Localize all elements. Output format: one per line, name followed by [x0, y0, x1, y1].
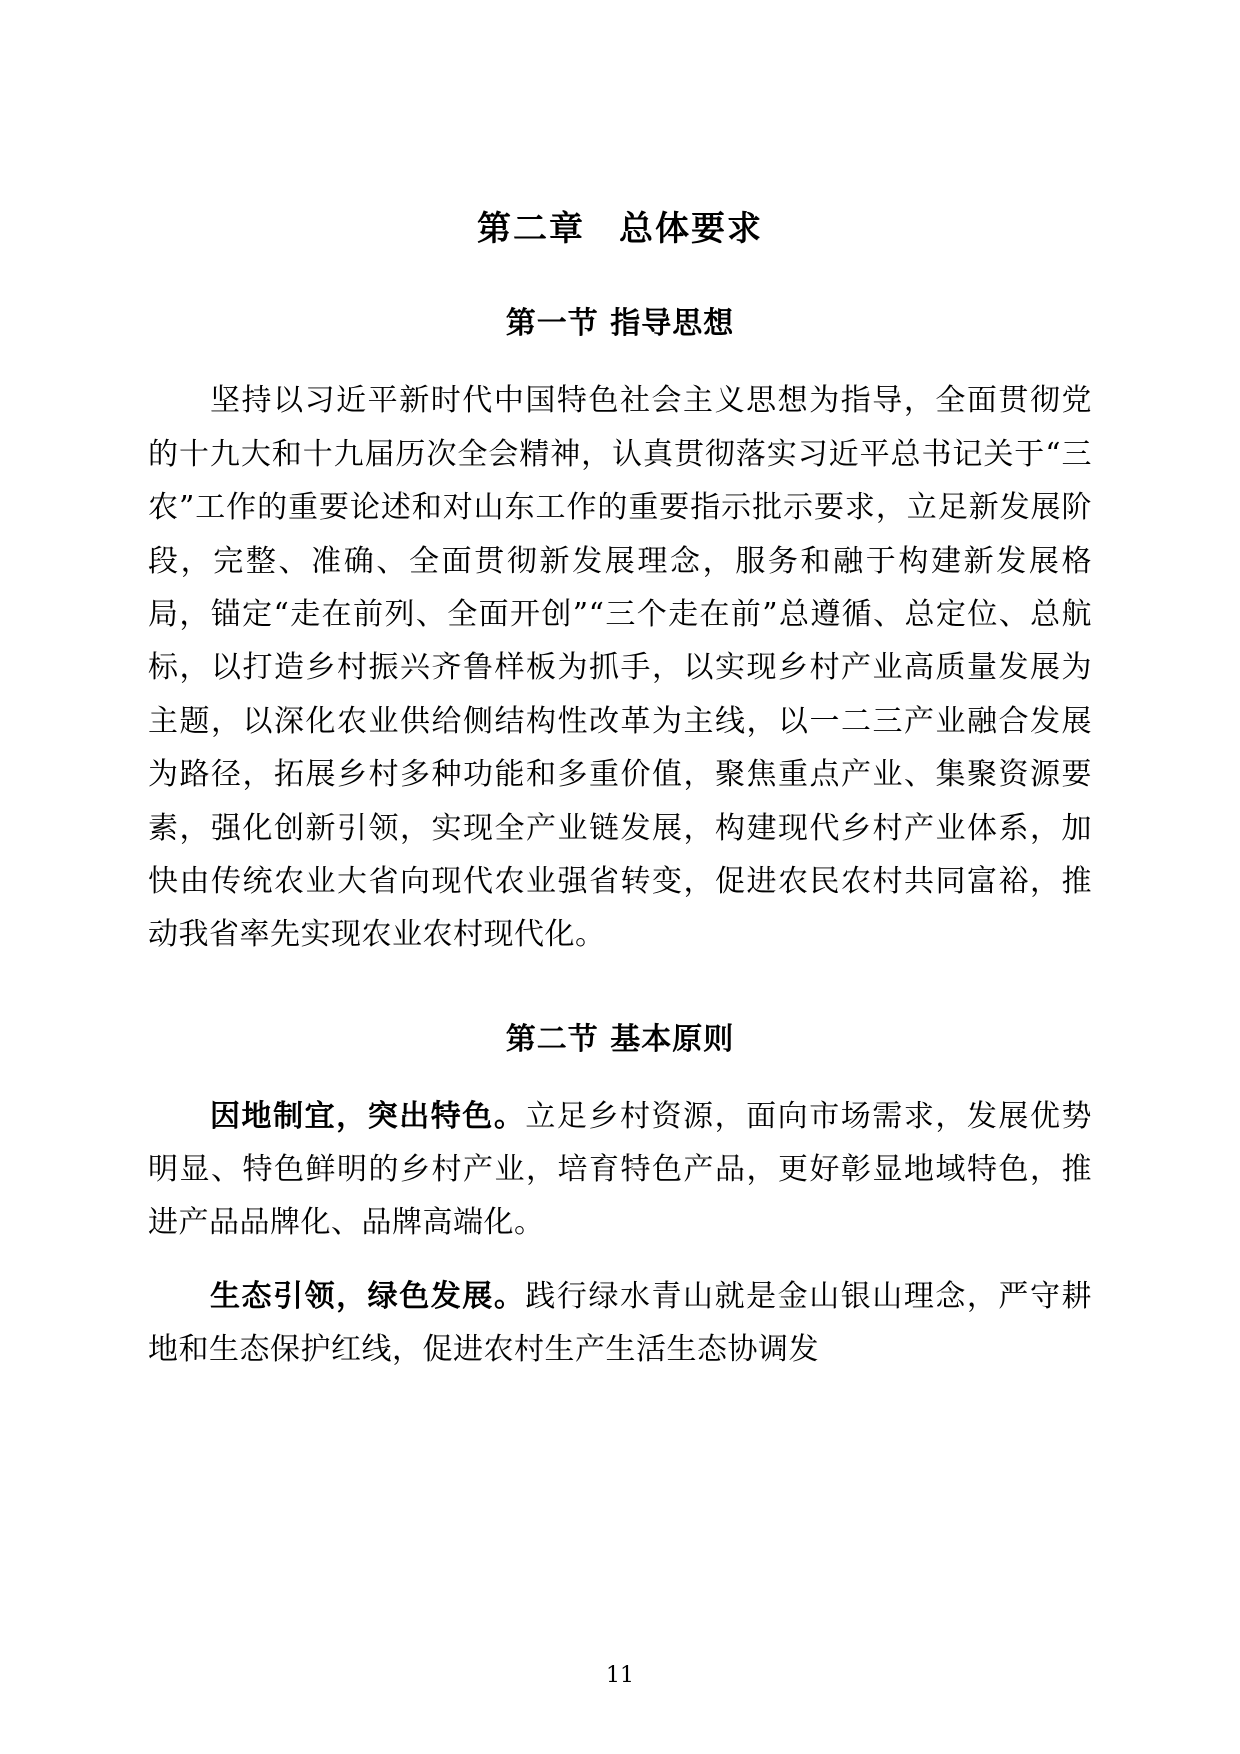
chapter-title [148, 202, 1092, 256]
principle-2-lead: 生态引领，绿色发展。 [210, 1278, 526, 1314]
principle-2-text: 践行绿水青山就是金山银山理念，严守耕地和生态保护红线，促进农村生产生活生态协调发 [148, 1278, 1093, 1368]
paragraph-guiding-ideology: 坚持以习近平新时代中国特色社会主义思想为指导，全面贯彻党的十九大和十九届历次全会精神，认真贯彻落实习近平总书记关于“三农”工作的重要论述和对山东工作的重要指示批示要求，立足新发展阶段，完整、准确、全面贯彻新发展理念，服务和融于构建新发展格局，锚定“走在前列、全面开创”“三个走在前”总遵循、总定位、总航标，以打造乡村振兴齐鲁样板为抓手，以实现乡村产业高质量发展为主题，以深化农业供给侧结构性改革为主线，以一二三产业融合发展为路径，拓展乡村多种功能和多重价值，聚焦重点产业、集聚资源要素，强化创新引领，实现全产业链发展，构建现代乡村产业体系，加快由传统农业大省向现代农业强省转变，促进农民农村共同富裕，推动我省率先实现农业农村现代化。 [148, 383, 1092, 953]
chapter-heading-text: 总体要求 [619, 209, 763, 249]
paragraph-principle-2 [148, 1270, 1092, 1377]
paragraph-principle-1 [148, 1090, 1092, 1250]
section-heading-2: 第二节 基本原则 [505, 1021, 735, 1057]
principle-1-text: 立足乡村资源，面向市场需求，发展优势明显、特色鲜明的乡村产业，培育特色产品，更好彰显地域特色，推进产品品牌化、品牌高端化。 [148, 1098, 1093, 1241]
chapter-number: 第二章 [477, 209, 585, 249]
section-heading-1: 第一节 指导思想 [505, 306, 735, 342]
principle-1-lead: 因地制宜，突出特色。 [210, 1098, 526, 1134]
page-number: 11 [606, 1663, 634, 1688]
